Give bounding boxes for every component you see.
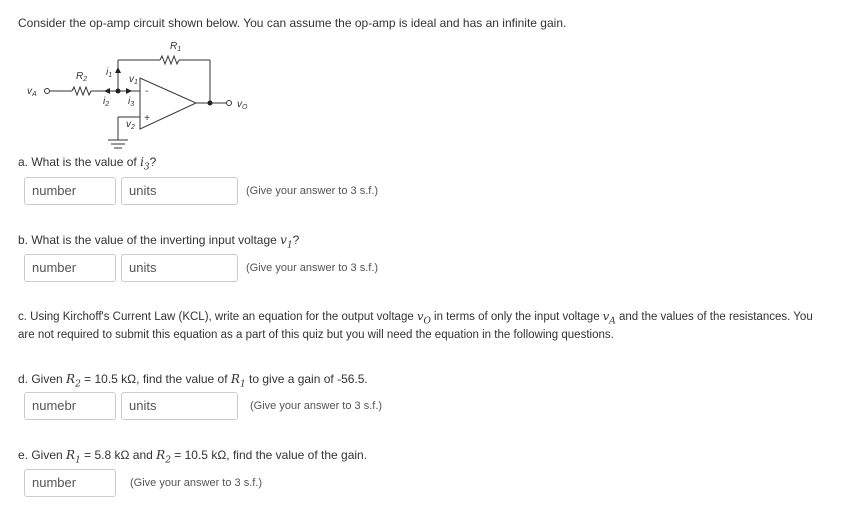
svg-text:-: - (145, 86, 149, 97)
question-e: e. Given $R_1 = 5.8$ kΩ and $R_2 = 10.5$ kΩ, find the value of the gain. (18, 448, 368, 466)
qa-units-input[interactable]: units (121, 177, 238, 205)
qa-number-input[interactable]: number (24, 177, 116, 205)
question-b: b. What is the value of the inverting input voltage $v_1$? (18, 233, 300, 251)
svg-text:v1: $v_1$ (129, 74, 138, 86)
qb-hint: (Give your answer to 3 s.f.) (246, 262, 379, 274)
qb-units-input[interactable]: units (121, 254, 238, 282)
qd-number-input[interactable]: numebr (24, 392, 116, 420)
svg-text:R1: $R_1$ (170, 41, 182, 53)
va-terminal (45, 89, 50, 94)
question-a: a. What is the value of $i_3$? (18, 155, 157, 173)
r2-resistor (72, 87, 91, 95)
svg-text:v2: $v_2$ (126, 119, 135, 131)
svg-text:i3: $i_3$ (128, 96, 135, 108)
qe-number-input[interactable]: number (24, 469, 116, 497)
svg-text:R2: $R_2$ (76, 71, 88, 83)
svg-text:i2: $i_2$ (103, 96, 110, 108)
qa-hint: (Give your answer to 3 s.f.) (246, 185, 379, 197)
qd-hint: (Give your answer to 3 s.f.) (250, 400, 383, 412)
i2-arrow (104, 88, 110, 94)
svg-text:i1: $i_1$ (106, 67, 113, 79)
vo-terminal (227, 101, 232, 106)
svg-text:vA: $v_A$ (27, 86, 37, 98)
svg-text:vO: $v_O$ (237, 99, 248, 111)
intro-text: Consider the op-amp circuit shown below. You can assume the op-amp is ideal and has an infinite gain. (18, 16, 567, 30)
i3-arrow (126, 88, 132, 94)
question-c-line2: are not required to submit this equation as a part of this quiz but you will need the equation in the following questions. (18, 329, 614, 341)
qd-units-input[interactable]: units (121, 392, 238, 420)
r1-resistor (160, 56, 179, 64)
svg-text:+: + (144, 113, 150, 124)
op-amp-circuit-diagram (0, 30, 280, 160)
question-c-line1: c. Using Kirchoff's Current Law (KCL), write an equation for the output voltage $v_O$ in terms of only the input voltage $v_A$ and the values of the resistances. You (18, 309, 813, 327)
i1-arrow (115, 67, 121, 73)
qb-number-input[interactable]: number (24, 254, 116, 282)
qe-hint: (Give your answer to 3 s.f.) (130, 477, 263, 489)
question-d: d. Given $R_2 = 10.5$ kΩ, find the value of $R_1$ to give a gain of -56.5. (18, 372, 368, 390)
